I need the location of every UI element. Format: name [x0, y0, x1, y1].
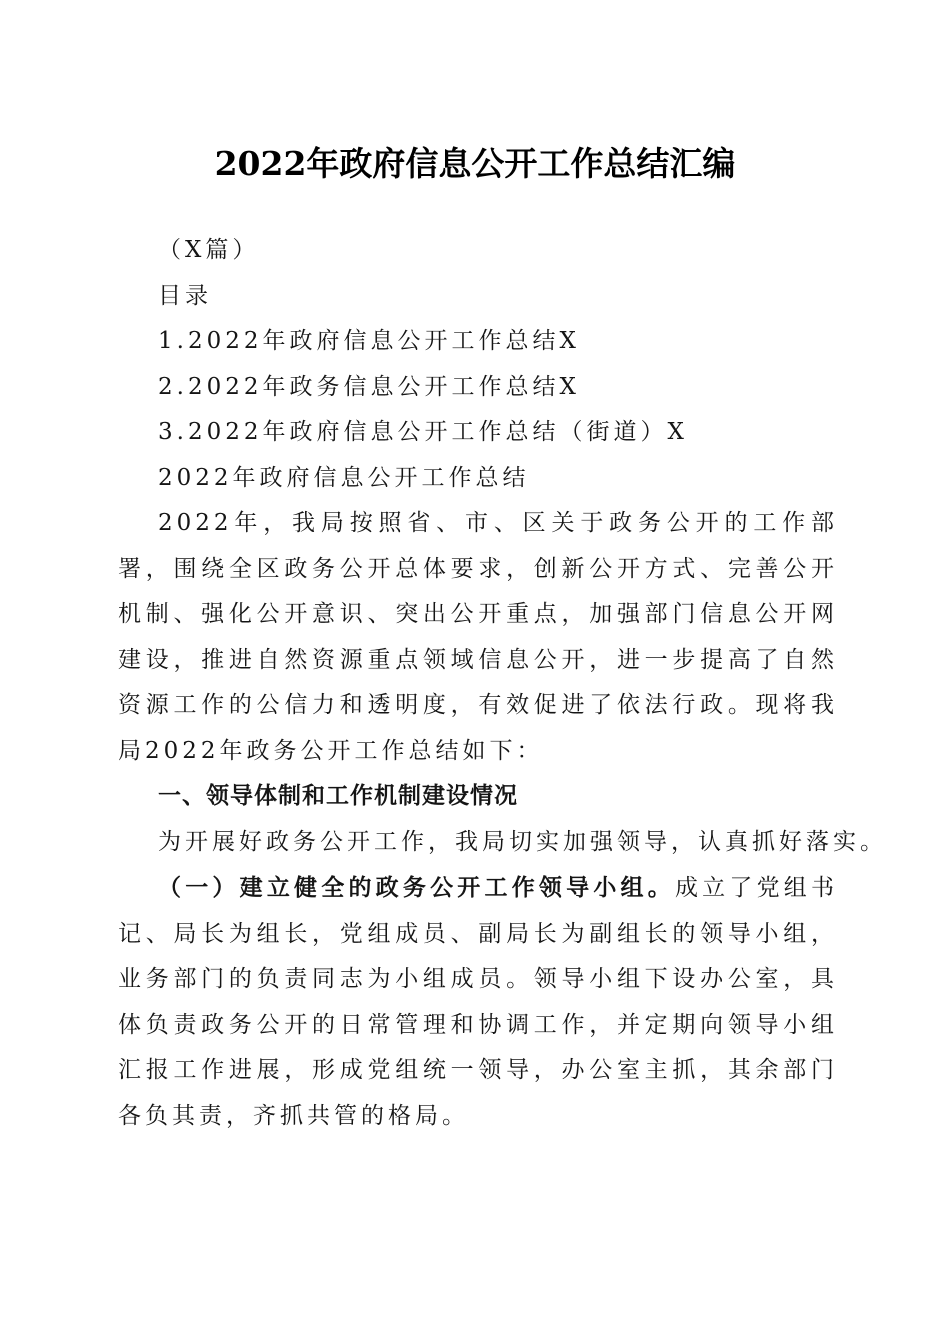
toc-label: 目录 [158, 282, 212, 309]
article-title: 2022年政府信息公开工作总结 [158, 464, 530, 491]
intro-paragraph: 2022年，我局按照省、市、区关于政务公开的工作部署，围绕全区政务公开总体要求，创新公开方式、完善公开机制、强化公开意识、突出公开重点，加强部门信息公开网建设，推进自然资源重点领域信息公开，进一步提高了自然资源工作的公信力和透明度，有效促进了依法行政。现将我局2022年政务公开工作总结如下： [118, 510, 838, 764]
section-intro: 为开展好政务公开工作，我局切实加强领导，认真抓好落实。 [158, 828, 887, 855]
document-title: 2022年政府信息公开工作总结汇编 [214, 144, 736, 183]
toc-item-3: 3.2022年政府信息公开工作总结（街道）X [158, 419, 688, 445]
count-note: （X篇） [158, 237, 260, 263]
toc-item-2: 2.2022年政务信息公开工作总结X [158, 373, 580, 400]
section-heading: 一、领导体制和工作机制建设情况 [158, 783, 518, 809]
section-item-body: 成立了党组书记、局长为组长，党组成员、副局长为副组长的领导小组，业务部门的负责同志为小组成员。领导小组下设办公室，具体负责政务公开的日常管理和协调工作，并定期向领导小组汇报工作进展，形成党组统一领导，办公室主抓，其余部门各负其责，齐抓共管的格局。 [118, 875, 839, 1129]
section-item-lead: （一）建立健全的政务公开工作领导小组。 [158, 874, 675, 901]
toc-item-1: 1.2022年政府信息公开工作总结X [158, 328, 580, 354]
document-body [118, 228, 887, 1139]
section-item-paragraph [118, 865, 838, 1139]
